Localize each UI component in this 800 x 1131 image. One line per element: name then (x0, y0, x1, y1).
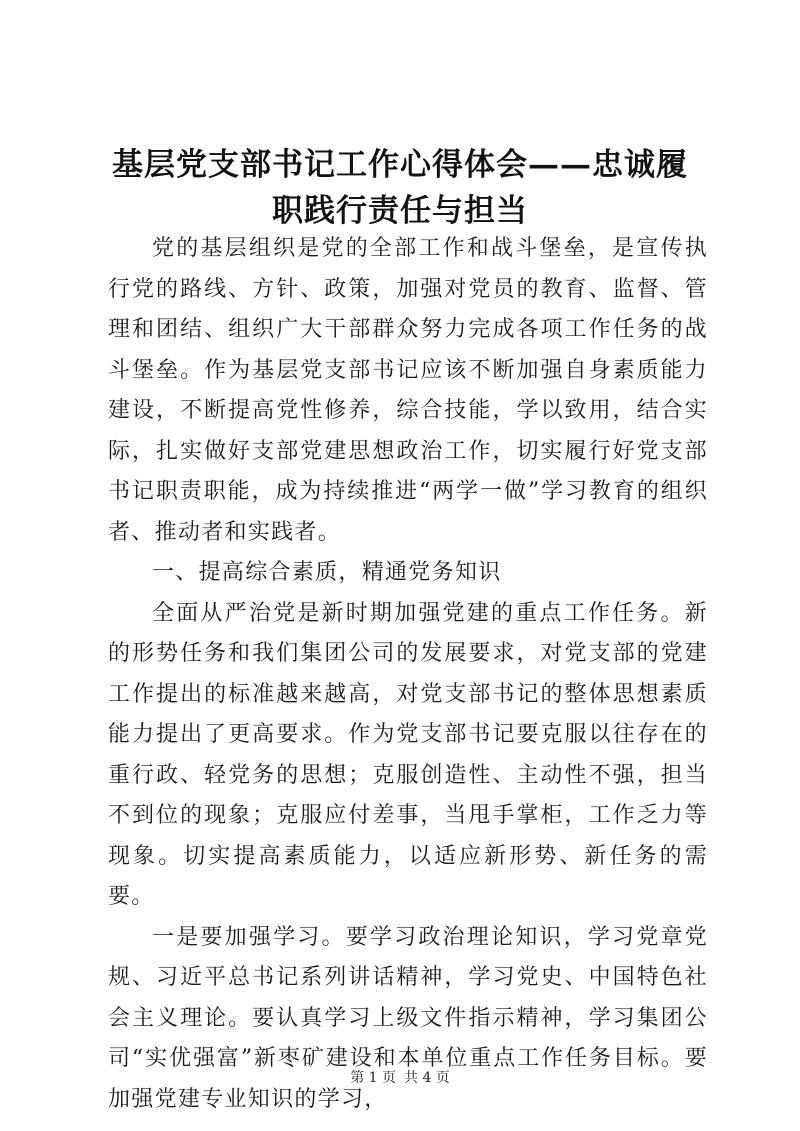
page-number: 第 1 页 (350, 1070, 396, 1086)
paragraph-strengthen-study: 一是要加强学习。要学习政治理论知识，学习党章党规、习近平总书记系列讲话精神，学习党史、中国特色社会主义理论。要认真学习上级文件指示精神，学习集团公司“实优强富”新枣矿建设和本单位重点工作任务目标。要加强党建专业知识的学习， (108, 924, 708, 1112)
document-title: 基层党支部书记工作心得体会——忠诚履职践行责任与担当 (112, 147, 688, 229)
paragraph-strict-governance: 全面从严治党是新时期加强党建的重点工作任务。新的形势任务和我们集团公司的发展要求，对党支部的党建工作提出的标准越来越高，对党支部书记的整体思想素质能力提出了更高要求。作为党支部书记要克服以往存在的重行政、轻党务的思想；克服创造性、主动性不强，担当不到位的现象；克服应付差事，当甩手掌柜，工作乏力等现象。切实提高素质能力，以适应新形势、新任务的需要。 (108, 600, 708, 909)
document-body (108, 229, 708, 1120)
page-footer (0, 1068, 800, 1088)
paragraph-intro: 党的基层组织是党的全部工作和战斗堡垒，是宣传执行党的路线、方针、政策，加强对党员的教育、监督、管理和团结、组织广大干部群众努力完成各项工作任务的战斗堡垒。作为基层党支部书记应该不断加强自身素质能力建设，不断提高党性修养，综合技能，学以致用，结合实际，扎实做好支部党建思想政治工作，切实履行好党支部书记职责职能，成为持续推进“两学一做”学习教育的组织者、推动者和实践者。 (108, 236, 708, 545)
section-heading: 一、提高综合素质，精通党务知识 (152, 560, 502, 585)
page-total: 共 4 页 (404, 1070, 450, 1086)
